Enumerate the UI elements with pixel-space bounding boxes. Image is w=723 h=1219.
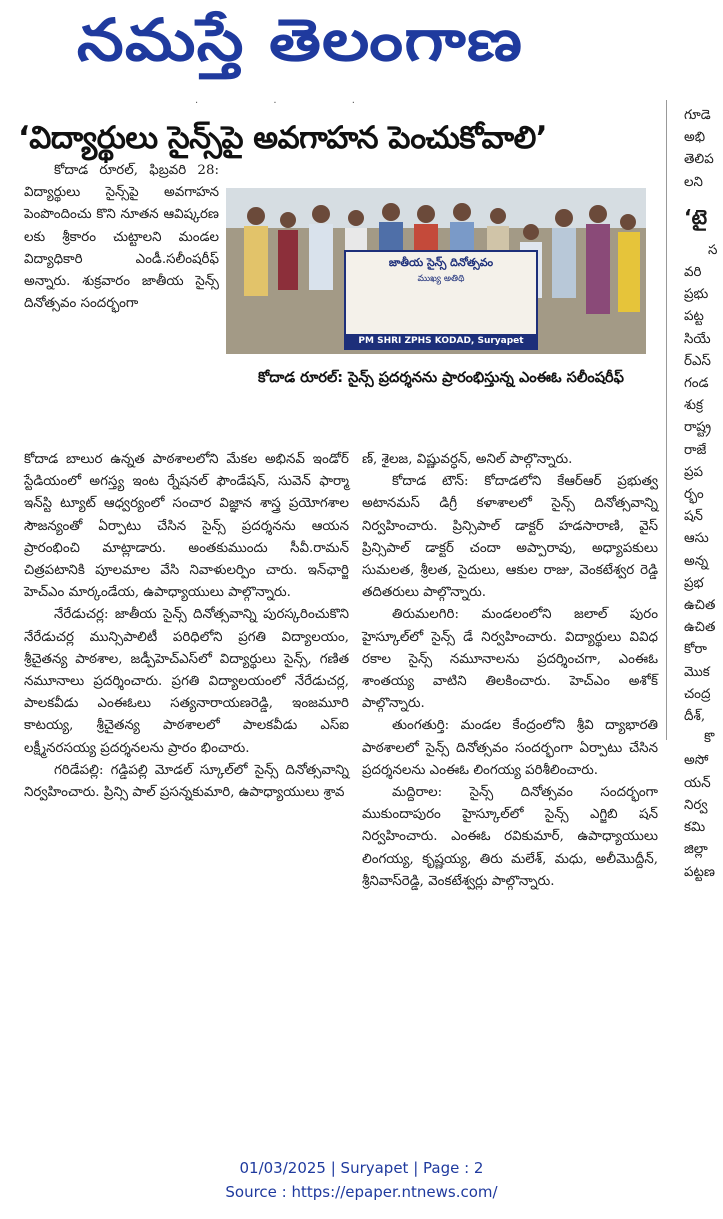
text-line: యన్ [684, 775, 711, 791]
text-line: గూడె [684, 108, 711, 123]
text-line: నిర్వ [684, 797, 708, 813]
text-line: అన్న [684, 553, 709, 569]
banner-title: జాతీయ సైన్స్ దినోత్సవం [388, 256, 494, 269]
footer-source-link[interactable]: Source : https://epaper.ntnews.com/ [225, 1183, 498, 1201]
paragraph: కోదాడ టౌన్: కోదాడలోని కేఆర్‌ఆర్ ప్రభుత్వ అటానమస్ డిగ్రీ కళాశాలలో సైన్స్ దినోత్సవాన్ని నిర్వహించారు. ప్రిన్సిపాల్ డాక్టర్ హడసారాణి, వైస్ ప్రిన్సిపాల్ డాక్టర్ చందా అప్పారావు, అధ్యాపకులు సుమలత, శ్రీలత, సైదులు, ఆకుల రాజు, వెంకటేశ్వర రెడ్డి తదితరులు పాల్గొన్నారు. [362, 474, 658, 601]
column-1-top [24, 160, 219, 315]
text-line: చంద్ర [684, 686, 711, 702]
text-line: ఆసు [684, 531, 709, 547]
text-line: ప్రభు [684, 287, 709, 303]
text-line: షన్ [684, 509, 703, 525]
text-line: పట్టణ [684, 864, 715, 880]
science-day-banner [344, 250, 538, 350]
text-line: అసో [684, 753, 709, 769]
text-line: కోరా [684, 642, 707, 658]
paragraph: మద్దిరాల: సైన్స్ దినోత్సవం సందర్భంగా ముకుందాపురం హైస్కూల్‌లో సైన్స్ ఎగ్జిబి షన్ నిర్వహించారు. ఎంఈఓ రవికుమార్, ఉపాధ్యాయులు లింగయ్య, కృష్ణయ్య, తిరు మలేశ్, మధు, అలీమొద్దీన్, శ్రీనివాస్‌రెడ్డి, వెంకటేశ్వర్లు పాల్గొన్నారు. [362, 785, 658, 889]
text-line: కొ [704, 731, 715, 747]
text-line: పట్ట [684, 309, 704, 325]
text-line: మొక [684, 664, 710, 680]
article-headline: ‘విద్యార్థులు సైన్స్‌పై అవగాహన పెంచుకోవాలి’ [18, 120, 548, 156]
text-line: శుక్ర [684, 398, 703, 414]
text-line: రాజే [684, 442, 707, 458]
text-line: ప్రప [684, 464, 704, 480]
page-footer [0, 1156, 723, 1204]
column-2 [362, 449, 658, 893]
text-line: గండ [684, 376, 709, 392]
text-line: దీశ్, [684, 709, 706, 725]
masthead [0, 0, 600, 95]
text-line: ఉచిత [684, 598, 716, 614]
text-line: జిల్లా [684, 842, 708, 858]
column-divider [666, 100, 667, 740]
photo-caption: కోదాడ రూరల్: సైన్స్ ప్రదర్శనను ప్రారంభిస్తున్న ఎంఈఓ సలీంషరీఫ్ [258, 370, 624, 386]
paragraph: నేరేడుచర్ల: జాతీయ సైన్స్ దినోత్సవాన్ని పురస్కరించుకొని నేరేడుచర్ల మున్సిపాలిటీ పరిధిలోని ప్రగతి విద్యాలయం, శ్రీచైతన్య పాఠశాల, జడ్పీహెచ్‌ఎస్‌లో విద్యార్థులు సైన్స్, గణిత నమూనాలు ప్రదర్శించారు. ప్రగతి విద్యాలయంలో నేరేడుచర్ల, పాలకవీడు ఎంఈఓలు సత్యనారాయణరెడ్డి, ఇంజమూరి కాటయ్య, శ్రీచైతన్య పాఠశాలలో పాలకవీడు ఎస్‌ఐ లక్ష్మీనరసయ్య ప్రదర్శనలను ప్రారం భించారు. [24, 607, 349, 756]
text-line: సియే [684, 331, 711, 347]
text-line: అభి [684, 130, 706, 146]
text-line: ర్ఎస్ [684, 353, 711, 369]
paragraph: ణ్, శైలజ, విష్ణువర్ధన్, అనిల్ పాల్గొన్నారు. [362, 452, 573, 467]
paragraph: తుంగతుర్తి: మండల కేంద్రంలోని శ్రీవి ద్యాభారతి పాఠశాలలో సైన్స్ దినోత్సవం సందర్భంగా ఏర్పాటు చేసిన ప్రదర్శనలను ఎంఈఓ లింగయ్య పరిశీలించారు. [362, 718, 658, 778]
paragraph: కోదాడ రూరల్, ఫిబ్రవరి 28: విద్యార్థులు సైన్స్‌పై అవగాహన పెంపొందించు కొని నూతన ఆవిష్కరణ లకు శ్రీకారం చుట్టాలని మండల విద్యాధికారి ఎండీ.సలీంషరీఫ్ అన్నారు. శుక్రవారం జాతీయ సైన్స్ దినోత్సవం సందర్భంగా [24, 163, 219, 312]
banner-school-name: PM SHRI ZPHS KODAD, Suryapet [346, 334, 536, 348]
masthead-title: నమస్తే తెలంగాణ [76, 6, 524, 74]
article-photo [226, 188, 646, 354]
text-line: ఉచిత [684, 620, 716, 636]
text-line: ప్రభ [684, 575, 704, 591]
text-line: ర్భం [684, 487, 704, 503]
paragraph: గరిడేపల్లి: గడ్డిపల్లి మోడల్ స్కూల్‌లో సైన్స్ దినోత్సవాన్ని నిర్వహించారు. ప్రిన్సి పాల్ ప్రసన్నకుమారి, ఉపాధ్యాయులు శ్రావ [24, 762, 349, 801]
column-3-partial [684, 105, 723, 884]
banner-subtitle: ముఖ్య అతిథి [417, 274, 465, 284]
text-line: రాష్ట్ర [684, 420, 712, 436]
column-1-bottom [24, 449, 349, 804]
text-line: వరి [684, 265, 702, 281]
text-line: తెలిప [684, 152, 714, 168]
masthead-divider-dots: · · · [195, 98, 391, 109]
text-line: కమి [684, 820, 706, 836]
sub-headline: ‘టై [684, 204, 708, 229]
paragraph: కోదాడ బాలుర ఉన్నత పాఠశాలలోని మేకల అభినవ్ ఇండోర్ స్టేడియంలో అగస్త్య ఇంట ర్నేషనల్ ఫౌండేషన్, సువెన్ ఫార్మా ఇన్‌స్టి ట్యూట్ ఆధ్వర్యంలో సంచార విజ్ఞాన శాస్త్ర ప్రయోగశాల సౌజన్యంతో ఏర్పాటు చేసిన సైన్స్ ప్రదర్శనను ఆయన ప్రారంభించి మాట్లాడారు. అంతకుముందు సీవీ.రామన్ చిత్రపటానికి పూలమాల వేసి నివాళులర్పిం చారు. ఇన్‌ఛార్జి హెచ్‌ఎం మార్కండేయ, ఉపాధ్యాయులు పాల్గొన్నారు. [24, 452, 349, 601]
text-line: లని [684, 174, 703, 190]
paragraph: తిరుమలగిరి: మండలంలోని జలాల్ పురం హైస్కూల్‌లో సైన్స్ డే నిర్వహించారు. విద్యార్థులు వివిధ రకాల సైన్స్ నమూనాలను ప్రదర్శించగా, ఎంఈఓ శాంతయ్య వాటిని తిలకించారు. హెచ్‌ఎం అశోక్ పాల్గొన్నారు. [362, 607, 658, 712]
footer-date-edition: 01/03/2025 | Suryapet | Page : 2 [239, 1159, 484, 1177]
text-line: స [708, 242, 718, 258]
